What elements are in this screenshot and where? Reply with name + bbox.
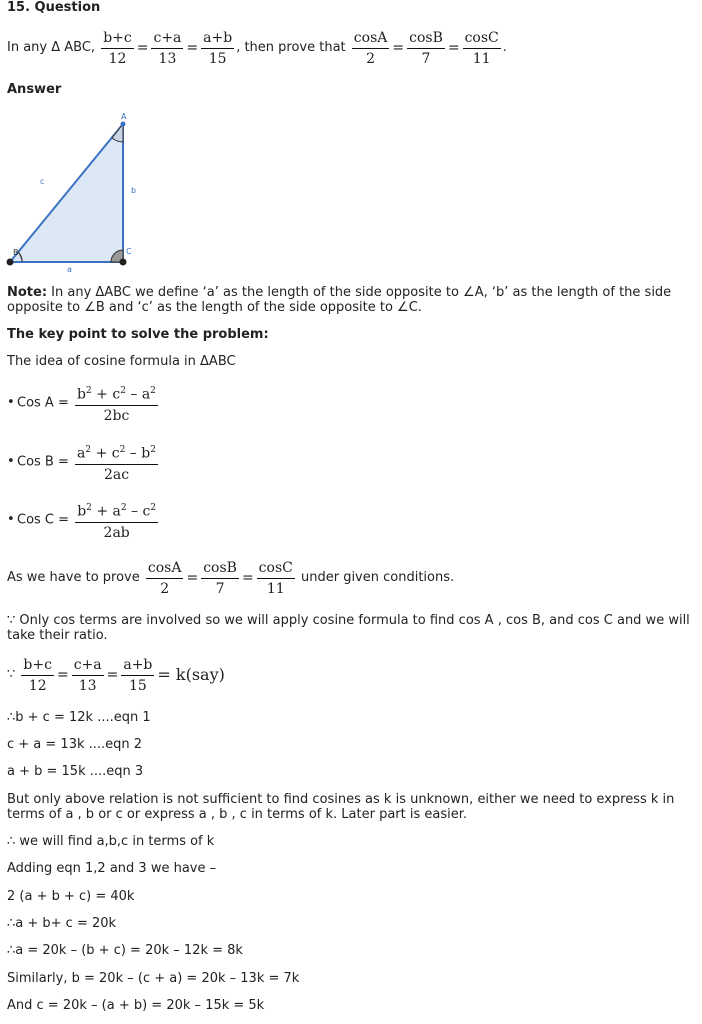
ratio-equation: ∵ $\frac{b+c}{12}$ = $\frac{c+a}{13}$ = $\frac{a+b}{15}$ = k(say) bbox=[7, 656, 225, 694]
vertex-a-label: A bbox=[121, 112, 127, 121]
key-point-heading: The key point to solve the problem: bbox=[7, 327, 269, 342]
prove-fraction-2: $\frac{\cos B}{7}$ bbox=[409, 29, 443, 67]
solution-line-1: ∴ we will find a,b,c in terms of k bbox=[7, 834, 215, 849]
given-fraction-3: $\frac{a+b}{15}$ bbox=[203, 29, 233, 67]
idea-text: The idea of cosine formula in ΔABC bbox=[7, 354, 236, 369]
question-heading: 15. Question bbox=[7, 0, 101, 15]
vertex-b-label: B bbox=[13, 248, 19, 257]
solution-line-6: Similarly, b = 20k – (c + a) = 20k – 13k = 7k bbox=[7, 971, 300, 986]
question-statement: In any Δ ABC, $\frac{b+c}{12}$ = $\frac{c+a}{13}$ = $\frac{a+b}{15}$ , then prove that $\frac{\cos A}{2}$ = $\frac{\cos B}{7}$ = $\frac{\cos C}{11}$ . bbox=[7, 29, 507, 67]
note-text: In any ΔABC we define ‘a’ as the length of the side opposite to ∠A, ‘b’ as the length of the side opposite to ∠B and ‘c’ as the length of the side opposite to ∠C. bbox=[7, 285, 672, 315]
solution-line-7: And c = 20k – (a + b) = 20k – 15k = 5k bbox=[7, 998, 265, 1013]
angle-a-mark bbox=[112, 124, 123, 142]
prove-line-prefix: As we have to prove bbox=[7, 570, 140, 585]
note-label: Note: bbox=[7, 285, 48, 300]
k-say: = k(say) bbox=[157, 665, 225, 684]
side-a-label: a bbox=[67, 265, 72, 274]
question-intro: In any Δ ABC, bbox=[7, 40, 96, 55]
vertex-c-label: C bbox=[126, 247, 132, 256]
question-end: . bbox=[502, 40, 507, 55]
formula-label: Cos A = bbox=[17, 395, 69, 411]
formula-label: Cos C = bbox=[17, 512, 70, 528]
given-fraction-1: $\frac{b+c}{12}$ bbox=[103, 29, 132, 67]
prove-line: As we have to prove $\frac{\cos A}{2}$ = $\frac{\cos B}{7}$ = $\frac{\cos C}{11}$ under given conditions. bbox=[7, 559, 455, 597]
answer-heading: Answer bbox=[7, 82, 62, 97]
solution-line-4: ∴a + b+ c = 20k bbox=[7, 916, 117, 931]
solution-line-5: ∴a = 20k – (b + c) = 20k – 12k = 8k bbox=[7, 943, 243, 958]
vertex-c-dot bbox=[120, 259, 127, 266]
step-eqn-1: ∴b + c = 12k ....eqn 1 bbox=[7, 710, 151, 725]
formula-cos-c: • Cos C = $\frac{b^2 + a^2 - c^2}{2ab}$ bbox=[7, 498, 160, 543]
solution-line-2: Adding eqn 1,2 and 3 we have – bbox=[7, 861, 217, 876]
step-eqn-2: c + a = 13k ....eqn 2 bbox=[7, 737, 143, 752]
formula-cos-a: • Cos A = $\frac{b^2 + c^2 - a^2}{2bc}$ bbox=[7, 381, 160, 426]
formula-label: Cos B = bbox=[17, 454, 69, 470]
vertex-b-dot bbox=[7, 259, 14, 266]
formula-cos-b: • Cos B = $\frac{a^2 + c^2 - b^2}{2ac}$ bbox=[7, 440, 160, 485]
prove-fraction-3: $\frac{\cos C}{11}$ bbox=[464, 29, 499, 67]
side-c-label: c bbox=[40, 177, 45, 186]
triangle-shape bbox=[10, 124, 123, 262]
since-symbol: ∵ bbox=[7, 667, 16, 682]
prove-fraction-1: $\frac{\cos A}{2}$ bbox=[353, 29, 388, 67]
vertex-a-dot bbox=[121, 122, 126, 127]
triangle-diagram bbox=[0, 105, 150, 277]
given-fraction-2: $\frac{c+a}{13}$ bbox=[153, 29, 182, 67]
side-b-label: b bbox=[131, 186, 137, 195]
solution-line-3: 2 (a + b + c) = 40k bbox=[7, 889, 135, 904]
question-connector: , then prove that bbox=[236, 40, 346, 55]
since-paragraph: ∵ Only cos terms are involved so we will apply cosine formula to find cos A , cos B, and cos C and we will take their ratio. bbox=[7, 613, 690, 643]
explanation-paragraph: But only above relation is not sufficient to find cosines as k is unknown, either we need to express k in terms of a , b or c or express a , b , c in terms of k. Later part is easier. bbox=[7, 792, 675, 822]
note-paragraph bbox=[7, 285, 695, 315]
step-eqn-3: a + b = 15k ....eqn 3 bbox=[7, 764, 144, 779]
prove-line-suffix: under given conditions. bbox=[300, 570, 455, 585]
